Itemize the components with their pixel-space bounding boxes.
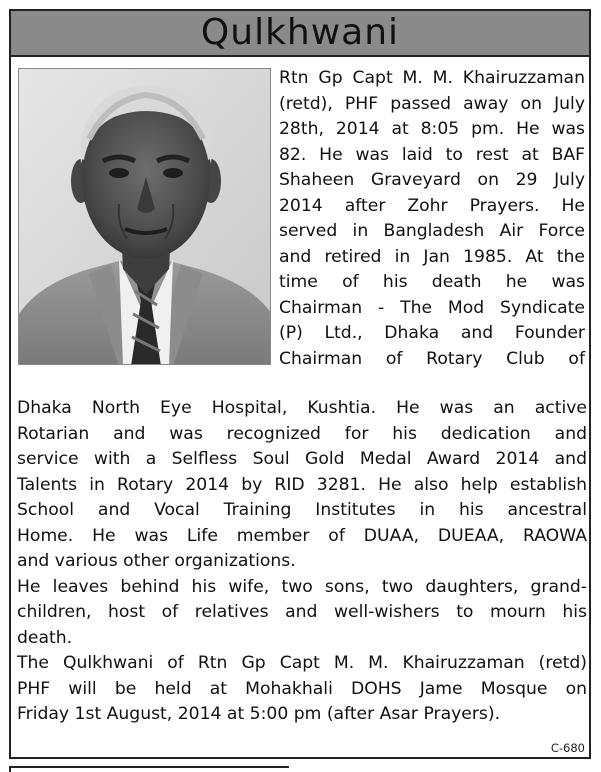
text-line: 28th, 2014 at 8:05 pm. He was <box>279 119 585 139</box>
notice-frame <box>9 9 591 759</box>
portrait-photo <box>18 68 271 365</box>
ad-code: C-680 <box>550 741 585 755</box>
text-line: service with a Selfless Soul Gold Medal Award 2014 and <box>17 449 587 469</box>
portrait-illustration <box>19 69 271 365</box>
title-banner <box>11 11 589 57</box>
text-line: Chairman - The Mod Syndicate <box>279 297 585 318</box>
text-line: Friday 1st August, 2014 at 5:00 pm (after Asar Prayers). <box>17 704 501 724</box>
text-line: time of his death he was <box>279 272 585 292</box>
text-line: Dhaka North Eye Hospital, Kushtia. He was an active <box>17 398 587 418</box>
text-line: The Qulkhwani of Rtn Gp Capt M. M. Khairuzzaman (retd) <box>17 653 587 673</box>
text-line: 82. He was laid to rest at BAF <box>279 144 585 165</box>
obituary-text-right-column <box>279 66 585 372</box>
text-line: (retd), PHF passed away on July <box>279 93 585 114</box>
text-line: Chairman of Rotary Club of <box>279 348 585 369</box>
text-line: Talents in Rotary 2014 by RID 3281. He also help establish <box>17 474 587 495</box>
text-line: Rotarian and was recognized for his dedication and <box>17 423 587 444</box>
text-line: School and Vocal Training Institutes in his ancestral <box>17 500 587 520</box>
next-notice-edge <box>9 766 289 772</box>
text-line: 2014 after Zohr Prayers. He <box>279 195 585 216</box>
notice-title: Qulkhwani <box>200 12 400 53</box>
text-line: and various other organizations. <box>17 551 296 571</box>
text-line: He leaves behind his wife, two sons, two daughters, grand- <box>17 576 587 597</box>
obituary-text-full-width <box>17 396 587 728</box>
text-line: (P) Ltd., Dhaka and Founder <box>279 323 585 343</box>
text-line: children, host of relatives and well-wishers to mourn his <box>17 602 587 622</box>
text-line: Rtn Gp Capt M. M. Khairuzzaman <box>279 68 585 88</box>
text-line: death. <box>17 627 73 648</box>
text-line: served in Bangladesh Air Force <box>279 221 585 241</box>
text-line: PHF will be held at Mohakhali DOHS Jame Mosque on <box>17 678 587 699</box>
text-line: Home. He was Life member of DUAA, DUEAA, RAOWA <box>17 525 587 546</box>
text-line: Shaheen Graveyard on 29 July <box>279 170 585 190</box>
text-line: and retired in Jan 1985. At the <box>279 246 585 267</box>
